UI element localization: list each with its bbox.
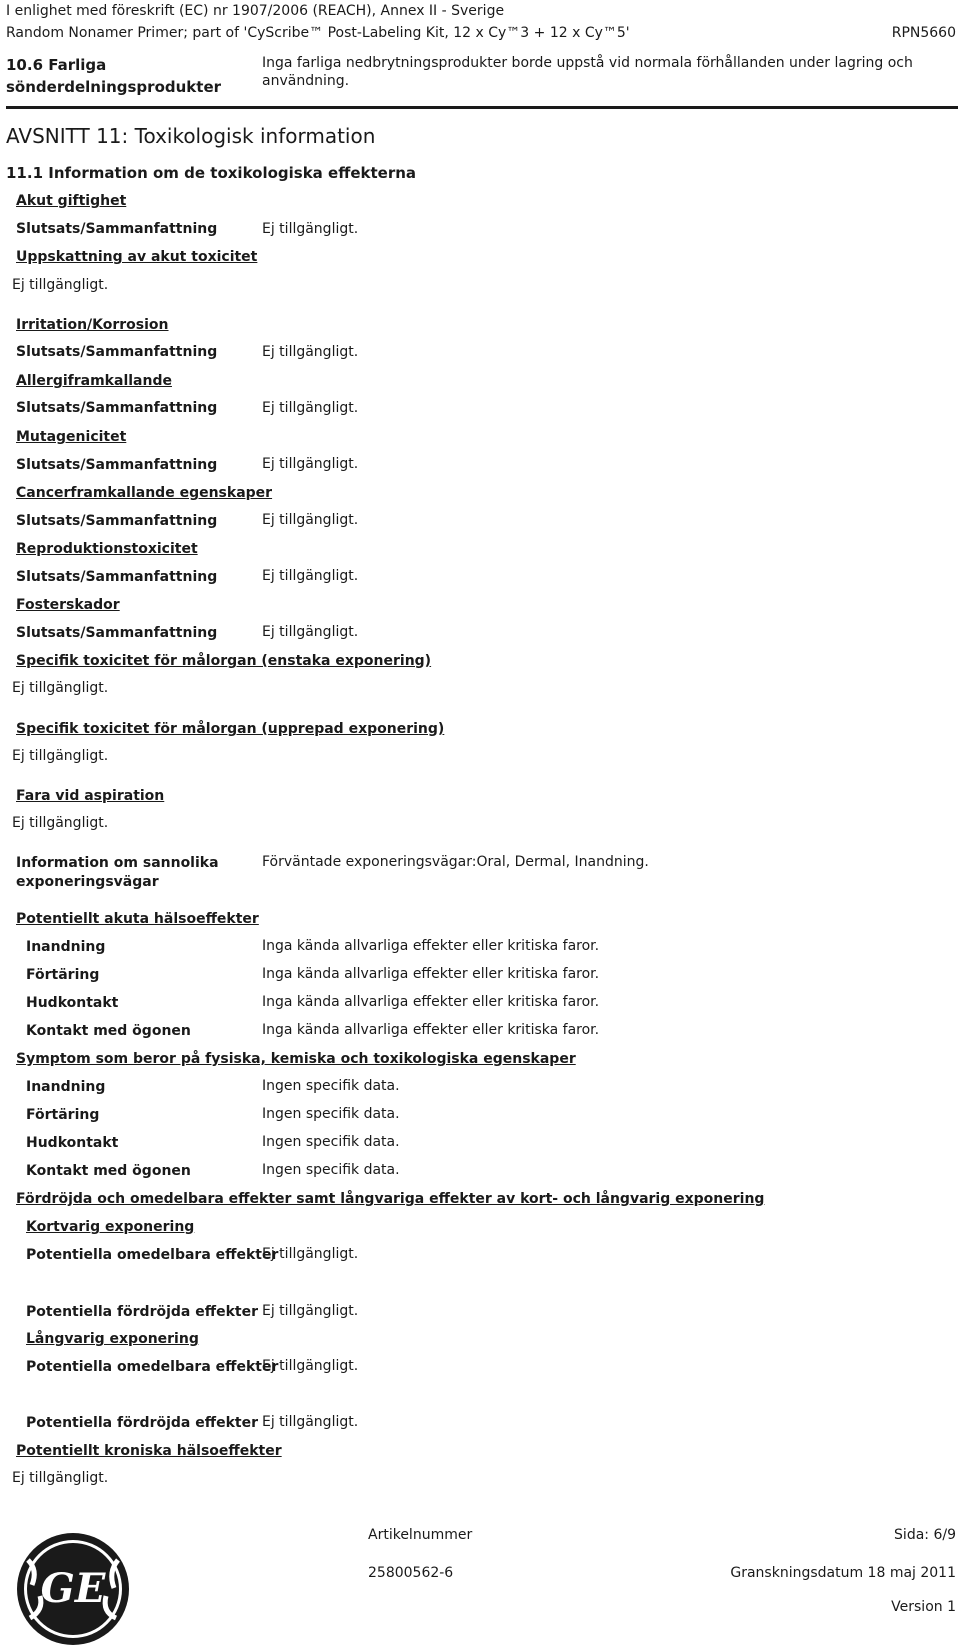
heading-fetal: Fosterskador xyxy=(16,597,120,613)
review-date: Granskningsdatum 18 maj 2011 xyxy=(730,1565,956,1581)
heading-aspiration: Fara vid aspiration xyxy=(16,788,165,804)
stot-single-value: Ej tillgängligt. xyxy=(12,680,109,696)
page-number: Sida: 6/9 xyxy=(894,1527,956,1543)
acute-ingestion-value: Inga kända allvarliga effekter eller kritiska faror. xyxy=(262,966,600,982)
heading-delayed: Fördröjda och omedelbara effekter samt långvariga effekter av kort- och långvarig exponering xyxy=(16,1191,765,1207)
allergy-summary-label: Slutsats/Sammanfattning xyxy=(16,400,218,416)
acute-eyes-value: Inga kända allvarliga effekter eller kritiska faror. xyxy=(262,1022,600,1038)
mutagen-summary-value: Ej tillgängligt. xyxy=(262,456,359,472)
sym-eyes-value: Ingen specifik data. xyxy=(262,1162,400,1178)
s10-6-value-2: användning. xyxy=(262,73,350,89)
sym-ingestion-value: Ingen specifik data. xyxy=(262,1106,400,1122)
section-subtitle: 11.1 Information om de toxikologiska effekterna xyxy=(6,164,417,182)
heading-acute: Akut giftighet xyxy=(16,193,127,209)
heading-stot-single: Specifik toxicitet för målorgan (enstaka exponering) xyxy=(16,653,432,669)
heading-acute-health: Potentiellt akuta hälsoeffekter xyxy=(16,911,259,927)
sym-skin-label: Hudkontakt xyxy=(26,1135,119,1151)
acute-summary-value: Ej tillgängligt. xyxy=(262,221,359,237)
routes-label-2: exponeringsvägar xyxy=(16,874,159,890)
acute-summary-label: Slutsats/Sammanfattning xyxy=(16,221,218,237)
heading-short-term: Kortvarig exponering xyxy=(26,1219,195,1235)
sym-inhalation-label: Inandning xyxy=(26,1079,106,1095)
heading-chronic: Potentiellt kroniska hälsoeffekter xyxy=(16,1443,282,1459)
acute-skin-label: Hudkontakt xyxy=(26,995,119,1011)
long-delayed-label: Potentiella fördröjda effekter xyxy=(26,1415,258,1431)
irritation-summary-value: Ej tillgängligt. xyxy=(262,344,359,360)
s10-6-value-1: Inga farliga nedbrytningsprodukter borde uppstå vid normala förhållanden under lagring och xyxy=(262,55,913,71)
sym-skin-value: Ingen specifik data. xyxy=(262,1134,400,1150)
long-immediate-value: Ej tillgängligt. xyxy=(262,1358,359,1374)
ge-logo xyxy=(8,1530,138,1648)
regulation-header: I enlighet med föreskrift (EC) nr 1907/2006 (REACH), Annex II - Sverige xyxy=(6,3,505,19)
chronic-value: Ej tillgängligt. xyxy=(12,1470,109,1486)
repro-summary-value: Ej tillgängligt. xyxy=(262,568,359,584)
heading-symptoms: Symptom som beror på fysiska, kemiska och toxikologiska egenskaper xyxy=(16,1051,576,1067)
heading-carcino: Cancerframkallande egenskaper xyxy=(16,485,273,501)
article-number: 25800562-6 xyxy=(368,1565,454,1581)
acute-inhalation-value: Inga kända allvarliga effekter eller kritiska faror. xyxy=(262,938,600,954)
short-delayed-label: Potentiella fördröjda effekter xyxy=(26,1304,258,1320)
heading-irritation: Irritation/Korrosion xyxy=(16,317,169,333)
short-delayed-value: Ej tillgängligt. xyxy=(262,1303,359,1319)
mutagen-summary-label: Slutsats/Sammanfattning xyxy=(16,457,218,473)
acute-eyes-label: Kontakt med ögonen xyxy=(26,1023,191,1039)
heading-acute-est: Uppskattning av akut toxicitet xyxy=(16,249,258,265)
article-number-label: Artikelnummer xyxy=(368,1527,473,1543)
irritation-summary-label: Slutsats/Sammanfattning xyxy=(16,344,218,360)
allergy-summary-value: Ej tillgängligt. xyxy=(262,400,359,416)
carcino-summary-label: Slutsats/Sammanfattning xyxy=(16,513,218,529)
section-divider xyxy=(6,106,958,109)
carcino-summary-value: Ej tillgängligt. xyxy=(262,512,359,528)
short-immediate-label: Potentiella omedelbara effekter xyxy=(26,1247,279,1263)
acute-ingestion-label: Förtäring xyxy=(26,967,100,983)
heading-mutagen: Mutagenicitet xyxy=(16,429,127,445)
s10-6-label-1: 10.6 Farliga xyxy=(6,56,107,74)
routes-label-1: Information om sannolika xyxy=(16,855,219,871)
long-immediate-label: Potentiella omedelbara effekter xyxy=(26,1359,279,1375)
short-immediate-value: Ej tillgängligt. xyxy=(262,1246,359,1262)
stot-repeat-value: Ej tillgängligt. xyxy=(12,748,109,764)
fetal-summary-value: Ej tillgängligt. xyxy=(262,624,359,640)
sym-inhalation-value: Ingen specifik data. xyxy=(262,1078,400,1094)
heading-allergy: Allergiframkallande xyxy=(16,373,172,389)
s10-6-label-2: sönderdelningsprodukter xyxy=(6,78,222,96)
heading-long-term: Långvarig exponering xyxy=(26,1331,199,1347)
sym-ingestion-label: Förtäring xyxy=(26,1107,100,1123)
product-code: RPN5660 xyxy=(891,25,956,41)
heading-repro: Reproduktionstoxicitet xyxy=(16,541,198,557)
long-delayed-value: Ej tillgängligt. xyxy=(262,1414,359,1430)
acute-skin-value: Inga kända allvarliga effekter eller kritiska faror. xyxy=(262,994,600,1010)
fetal-summary-label: Slutsats/Sammanfattning xyxy=(16,625,218,641)
aspiration-value: Ej tillgängligt. xyxy=(12,815,109,831)
sym-eyes-label: Kontakt med ögonen xyxy=(26,1163,191,1179)
acute-inhalation-label: Inandning xyxy=(26,939,106,955)
version: Version 1 xyxy=(891,1599,956,1615)
product-name: Random Nonamer Primer; part of 'CyScribe™ Post-Labeling Kit, 12 x Cy™3 + 12 x Cy™5' xyxy=(6,25,630,41)
routes-value: Förväntade exponeringsvägar:Oral, Dermal, Inandning. xyxy=(262,854,649,870)
acute-est-value: Ej tillgängligt. xyxy=(12,277,109,293)
repro-summary-label: Slutsats/Sammanfattning xyxy=(16,569,218,585)
ge-logo-text: GE xyxy=(40,1565,106,1612)
section-title: AVSNITT 11: Toxikologisk information xyxy=(6,124,376,148)
heading-stot-repeat: Specifik toxicitet för målorgan (upprepad exponering) xyxy=(16,721,445,737)
